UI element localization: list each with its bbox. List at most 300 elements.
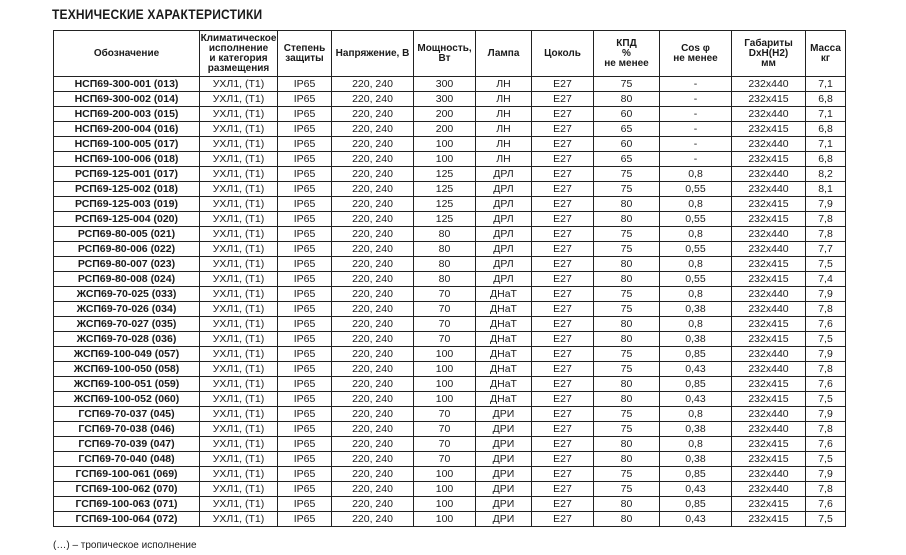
cell-power: 100 (414, 392, 476, 407)
cell-climate-category: УХЛ1, (Т1) (200, 257, 278, 272)
cell-mass: 7,8 (806, 227, 846, 242)
column-header-line: мм (761, 57, 776, 69)
column-header-efficiency (594, 31, 660, 77)
cell-designation: ГСП69-100-063 (071) (54, 497, 200, 512)
cell-protection-degree: IP65 (278, 407, 332, 422)
cell-socket: E27 (532, 227, 594, 242)
cell-cos-phi: 0,8 (660, 287, 732, 302)
cell-cos-phi: 0,43 (660, 392, 732, 407)
cell-dimensions: 232x440 (732, 347, 806, 362)
table-row (54, 92, 846, 107)
cell-designation: ГСП69-100-064 (072) (54, 512, 200, 527)
cell-climate-category: УХЛ1, (Т1) (200, 122, 278, 137)
cell-mass: 7,6 (806, 377, 846, 392)
cell-lamp: ДНаТ (476, 332, 532, 347)
cell-voltage: 220, 240 (332, 107, 414, 122)
cell-voltage: 220, 240 (332, 452, 414, 467)
cell-protection-degree: IP65 (278, 182, 332, 197)
cell-lamp: ЛН (476, 107, 532, 122)
column-header-line: Cos φ (681, 42, 710, 54)
cell-power: 70 (414, 407, 476, 422)
table-row (54, 482, 846, 497)
cell-dimensions: 232x415 (732, 497, 806, 512)
cell-dimensions: 232x440 (732, 167, 806, 182)
cell-power: 80 (414, 257, 476, 272)
cell-mass: 7,8 (806, 362, 846, 377)
cell-lamp: ДНаТ (476, 317, 532, 332)
cell-cos-phi: - (660, 107, 732, 122)
cell-power: 300 (414, 77, 476, 92)
cell-power: 70 (414, 437, 476, 452)
table-row (54, 77, 846, 92)
cell-protection-degree: IP65 (278, 347, 332, 362)
cell-designation: РСП69-125-001 (017) (54, 167, 200, 182)
cell-socket: E27 (532, 137, 594, 152)
cell-mass: 7,9 (806, 347, 846, 362)
column-header-line: не менее (673, 52, 718, 64)
cell-socket: E27 (532, 287, 594, 302)
cell-mass: 6,8 (806, 152, 846, 167)
column-header-voltage (332, 31, 414, 77)
cell-socket: E27 (532, 512, 594, 527)
cell-efficiency: 80 (594, 212, 660, 227)
cell-mass: 7,1 (806, 77, 846, 92)
cell-mass: 7,8 (806, 302, 846, 317)
cell-mass: 7,9 (806, 467, 846, 482)
cell-lamp: ЛН (476, 122, 532, 137)
cell-socket: E27 (532, 167, 594, 182)
cell-voltage: 220, 240 (332, 317, 414, 332)
cell-socket: E27 (532, 107, 594, 122)
cell-designation: РСП69-125-003 (019) (54, 197, 200, 212)
cell-cos-phi: - (660, 122, 732, 137)
cell-socket: E27 (532, 212, 594, 227)
cell-voltage: 220, 240 (332, 407, 414, 422)
cell-power: 100 (414, 377, 476, 392)
cell-voltage: 220, 240 (332, 197, 414, 212)
specs-table (53, 30, 846, 527)
cell-mass: 7,9 (806, 407, 846, 422)
cell-lamp: ДРИ (476, 407, 532, 422)
cell-lamp: ДНаТ (476, 302, 532, 317)
cell-dimensions: 232x415 (732, 92, 806, 107)
cell-power: 80 (414, 227, 476, 242)
cell-power: 100 (414, 362, 476, 377)
table-row (54, 287, 846, 302)
cell-designation: РСП69-80-008 (024) (54, 272, 200, 287)
cell-designation: ГСП69-100-061 (069) (54, 467, 200, 482)
column-header-line: Габариты (744, 37, 793, 49)
table-row (54, 422, 846, 437)
cell-designation: РСП69-80-007 (023) (54, 257, 200, 272)
column-header-designation (54, 31, 200, 77)
cell-power: 100 (414, 467, 476, 482)
cell-protection-degree: IP65 (278, 332, 332, 347)
cell-mass: 7,1 (806, 107, 846, 122)
cell-mass: 6,8 (806, 122, 846, 137)
cell-efficiency: 80 (594, 452, 660, 467)
column-header-line: Степень (283, 42, 326, 54)
cell-designation: ЖСП69-70-026 (034) (54, 302, 200, 317)
cell-power: 70 (414, 287, 476, 302)
cell-cos-phi: 0,85 (660, 497, 732, 512)
cell-cos-phi: 0,55 (660, 272, 732, 287)
cell-power: 100 (414, 497, 476, 512)
cell-protection-degree: IP65 (278, 167, 332, 182)
cell-socket: E27 (532, 467, 594, 482)
cell-power: 100 (414, 482, 476, 497)
cell-protection-degree: IP65 (278, 122, 332, 137)
cell-protection-degree: IP65 (278, 242, 332, 257)
cell-dimensions: 232x415 (732, 257, 806, 272)
cell-power: 80 (414, 242, 476, 257)
cell-climate-category: УХЛ1, (Т1) (200, 362, 278, 377)
cell-lamp: ЛН (476, 137, 532, 152)
cell-dimensions: 232x440 (732, 362, 806, 377)
cell-power: 200 (414, 122, 476, 137)
cell-designation: НСП69-200-004 (016) (54, 122, 200, 137)
cell-protection-degree: IP65 (278, 302, 332, 317)
cell-socket: E27 (532, 362, 594, 377)
cell-protection-degree: IP65 (278, 152, 332, 167)
cell-lamp: ДРЛ (476, 257, 532, 272)
cell-climate-category: УХЛ1, (Т1) (200, 422, 278, 437)
cell-protection-degree: IP65 (278, 497, 332, 512)
cell-socket: E27 (532, 497, 594, 512)
table-row (54, 377, 846, 392)
cell-voltage: 220, 240 (332, 377, 414, 392)
cell-lamp: ДРЛ (476, 242, 532, 257)
cell-climate-category: УХЛ1, (Т1) (200, 407, 278, 422)
cell-socket: E27 (532, 302, 594, 317)
cell-mass: 7,5 (806, 332, 846, 347)
cell-designation: ГСП69-70-037 (045) (54, 407, 200, 422)
cell-climate-category: УХЛ1, (Т1) (200, 347, 278, 362)
cell-voltage: 220, 240 (332, 422, 414, 437)
cell-power: 100 (414, 347, 476, 362)
cell-voltage: 220, 240 (332, 347, 414, 362)
cell-cos-phi: 0,85 (660, 467, 732, 482)
cell-voltage: 220, 240 (332, 257, 414, 272)
cell-socket: E27 (532, 422, 594, 437)
cell-efficiency: 80 (594, 272, 660, 287)
cell-protection-degree: IP65 (278, 197, 332, 212)
cell-efficiency: 75 (594, 407, 660, 422)
cell-dimensions: 232x415 (732, 317, 806, 332)
cell-climate-category: УХЛ1, (Т1) (200, 317, 278, 332)
cell-power: 80 (414, 272, 476, 287)
cell-cos-phi: - (660, 137, 732, 152)
cell-efficiency: 80 (594, 437, 660, 452)
cell-mass: 7,6 (806, 437, 846, 452)
cell-efficiency: 80 (594, 512, 660, 527)
cell-mass: 7,4 (806, 272, 846, 287)
cell-lamp: ДРИ (476, 452, 532, 467)
cell-designation: ЖСП69-70-025 (033) (54, 287, 200, 302)
cell-voltage: 220, 240 (332, 482, 414, 497)
table-body (54, 77, 846, 527)
table-row (54, 197, 846, 212)
cell-efficiency: 75 (594, 302, 660, 317)
column-header-line: % (622, 47, 631, 59)
table-row (54, 347, 846, 362)
cell-cos-phi: 0,8 (660, 167, 732, 182)
cell-voltage: 220, 240 (332, 77, 414, 92)
table-row (54, 452, 846, 467)
cell-voltage: 220, 240 (332, 122, 414, 137)
cell-power: 100 (414, 137, 476, 152)
cell-efficiency: 75 (594, 422, 660, 437)
column-header-line: Обозначение (93, 47, 160, 59)
cell-mass: 7,9 (806, 287, 846, 302)
cell-climate-category: УХЛ1, (Т1) (200, 497, 278, 512)
column-header-line: Лампа (487, 47, 520, 59)
cell-lamp: ДРЛ (476, 197, 532, 212)
cell-cos-phi: 0,38 (660, 452, 732, 467)
cell-socket: E27 (532, 197, 594, 212)
column-header-line: Цоколь (544, 47, 581, 59)
cell-climate-category: УХЛ1, (Т1) (200, 482, 278, 497)
footnote: (…) – тропическое исполнение (53, 540, 197, 551)
cell-protection-degree: IP65 (278, 77, 332, 92)
cell-voltage: 220, 240 (332, 242, 414, 257)
column-header-line: размещения (207, 62, 270, 74)
table-row (54, 227, 846, 242)
cell-cos-phi: 0,8 (660, 197, 732, 212)
table-row (54, 467, 846, 482)
cell-mass: 7,5 (806, 257, 846, 272)
cell-efficiency: 80 (594, 257, 660, 272)
cell-power: 100 (414, 152, 476, 167)
cell-efficiency: 65 (594, 122, 660, 137)
column-header-socket (532, 31, 594, 77)
cell-climate-category: УХЛ1, (Т1) (200, 182, 278, 197)
cell-designation: ЖСП69-100-052 (060) (54, 392, 200, 407)
column-header-dimensions (732, 31, 806, 77)
cell-dimensions: 232x440 (732, 482, 806, 497)
cell-climate-category: УХЛ1, (Т1) (200, 212, 278, 227)
cell-voltage: 220, 240 (332, 167, 414, 182)
cell-dimensions: 232x415 (732, 332, 806, 347)
cell-power: 125 (414, 197, 476, 212)
column-header-lamp (476, 31, 532, 77)
cell-climate-category: УХЛ1, (Т1) (200, 437, 278, 452)
cell-protection-degree: IP65 (278, 137, 332, 152)
cell-climate-category: УХЛ1, (Т1) (200, 107, 278, 122)
cell-socket: E27 (532, 452, 594, 467)
cell-climate-category: УХЛ1, (Т1) (200, 92, 278, 107)
cell-cos-phi: 0,43 (660, 482, 732, 497)
cell-lamp: ДНаТ (476, 377, 532, 392)
cell-mass: 6,8 (806, 92, 846, 107)
cell-socket: E27 (532, 377, 594, 392)
cell-designation: ЖСП69-70-028 (036) (54, 332, 200, 347)
cell-dimensions: 232x415 (732, 197, 806, 212)
cell-protection-degree: IP65 (278, 467, 332, 482)
table-row (54, 137, 846, 152)
cell-voltage: 220, 240 (332, 212, 414, 227)
cell-lamp: ДРИ (476, 437, 532, 452)
cell-socket: E27 (532, 122, 594, 137)
cell-efficiency: 75 (594, 362, 660, 377)
cell-voltage: 220, 240 (332, 182, 414, 197)
cell-efficiency: 75 (594, 167, 660, 182)
cell-cos-phi: 0,8 (660, 407, 732, 422)
cell-socket: E27 (532, 92, 594, 107)
cell-lamp: ДРЛ (476, 182, 532, 197)
cell-mass: 7,5 (806, 392, 846, 407)
cell-dimensions: 232x440 (732, 227, 806, 242)
cell-efficiency: 75 (594, 482, 660, 497)
cell-lamp: ДРИ (476, 512, 532, 527)
cell-climate-category: УХЛ1, (Т1) (200, 467, 278, 482)
table-row (54, 212, 846, 227)
cell-lamp: ЛН (476, 152, 532, 167)
cell-dimensions: 232x440 (732, 302, 806, 317)
cell-voltage: 220, 240 (332, 332, 414, 347)
cell-voltage: 220, 240 (332, 302, 414, 317)
cell-lamp: ДРЛ (476, 212, 532, 227)
cell-cos-phi: 0,43 (660, 362, 732, 377)
cell-voltage: 220, 240 (332, 512, 414, 527)
cell-protection-degree: IP65 (278, 287, 332, 302)
column-header-line: Климатическое (200, 32, 277, 44)
cell-designation: ГСП69-100-062 (070) (54, 482, 200, 497)
cell-cos-phi: 0,55 (660, 242, 732, 257)
cell-socket: E27 (532, 437, 594, 452)
cell-mass: 8,1 (806, 182, 846, 197)
cell-designation: ЖСП69-100-049 (057) (54, 347, 200, 362)
table-row (54, 407, 846, 422)
cell-socket: E27 (532, 407, 594, 422)
cell-protection-degree: IP65 (278, 422, 332, 437)
cell-efficiency: 60 (594, 137, 660, 152)
cell-power: 125 (414, 167, 476, 182)
cell-designation: ГСП69-70-040 (048) (54, 452, 200, 467)
cell-protection-degree: IP65 (278, 107, 332, 122)
cell-socket: E27 (532, 317, 594, 332)
cell-climate-category: УХЛ1, (Т1) (200, 137, 278, 152)
cell-climate-category: УХЛ1, (Т1) (200, 242, 278, 257)
cell-efficiency: 75 (594, 467, 660, 482)
cell-socket: E27 (532, 152, 594, 167)
cell-voltage: 220, 240 (332, 497, 414, 512)
cell-power: 300 (414, 92, 476, 107)
cell-cos-phi: 0,8 (660, 257, 732, 272)
cell-socket: E27 (532, 77, 594, 92)
column-header-line: Напряжение, В (335, 47, 410, 59)
cell-cos-phi: 0,8 (660, 227, 732, 242)
cell-protection-degree: IP65 (278, 227, 332, 242)
cell-designation: ЖСП69-100-050 (058) (54, 362, 200, 377)
cell-cos-phi: 0,85 (660, 347, 732, 362)
cell-designation: НСП69-300-002 (014) (54, 92, 200, 107)
table-row (54, 332, 846, 347)
table-row (54, 107, 846, 122)
cell-cos-phi: 0,8 (660, 437, 732, 452)
page-title: ТЕХНИЧЕСКИЕ ХАРАКТЕРИСТИКИ (52, 6, 263, 22)
cell-mass: 7,9 (806, 197, 846, 212)
cell-voltage: 220, 240 (332, 467, 414, 482)
cell-voltage: 220, 240 (332, 227, 414, 242)
cell-cos-phi: - (660, 77, 732, 92)
cell-mass: 7,7 (806, 242, 846, 257)
cell-climate-category: УХЛ1, (Т1) (200, 392, 278, 407)
cell-lamp: ДРИ (476, 422, 532, 437)
cell-voltage: 220, 240 (332, 287, 414, 302)
table-row (54, 182, 846, 197)
cell-protection-degree: IP65 (278, 512, 332, 527)
cell-protection-degree: IP65 (278, 317, 332, 332)
cell-climate-category: УХЛ1, (Т1) (200, 272, 278, 287)
cell-socket: E27 (532, 347, 594, 362)
cell-lamp: ДРЛ (476, 167, 532, 182)
table-row (54, 497, 846, 512)
cell-climate-category: УХЛ1, (Т1) (200, 287, 278, 302)
cell-dimensions: 232x415 (732, 452, 806, 467)
cell-protection-degree: IP65 (278, 482, 332, 497)
cell-climate-category: УХЛ1, (Т1) (200, 197, 278, 212)
cell-lamp: ЛН (476, 92, 532, 107)
cell-designation: РСП69-80-006 (022) (54, 242, 200, 257)
cell-mass: 7,1 (806, 137, 846, 152)
cell-designation: РСП69-125-002 (018) (54, 182, 200, 197)
cell-efficiency: 75 (594, 182, 660, 197)
column-header-line: DxH(H2) (748, 47, 789, 59)
cell-designation: РСП69-80-005 (021) (54, 227, 200, 242)
cell-lamp: ЛН (476, 77, 532, 92)
cell-dimensions: 232x440 (732, 77, 806, 92)
cell-lamp: ДНаТ (476, 392, 532, 407)
cell-cos-phi: 0,8 (660, 317, 732, 332)
cell-climate-category: УХЛ1, (Т1) (200, 77, 278, 92)
cell-protection-degree: IP65 (278, 92, 332, 107)
cell-efficiency: 80 (594, 392, 660, 407)
cell-designation: НСП69-300-001 (013) (54, 77, 200, 92)
cell-voltage: 220, 240 (332, 272, 414, 287)
cell-efficiency: 75 (594, 347, 660, 362)
table-row (54, 122, 846, 137)
table-row (54, 317, 846, 332)
cell-lamp: ДНаТ (476, 287, 532, 302)
cell-socket: E27 (532, 182, 594, 197)
table-row (54, 167, 846, 182)
cell-designation: ЖСП69-100-051 (059) (54, 377, 200, 392)
cell-efficiency: 80 (594, 317, 660, 332)
cell-lamp: ДРЛ (476, 272, 532, 287)
cell-cos-phi: 0,43 (660, 512, 732, 527)
cell-voltage: 220, 240 (332, 92, 414, 107)
cell-dimensions: 232x440 (732, 137, 806, 152)
cell-protection-degree: IP65 (278, 377, 332, 392)
cell-climate-category: УХЛ1, (Т1) (200, 167, 278, 182)
column-header-line: не менее (604, 57, 649, 69)
cell-climate-category: УХЛ1, (Т1) (200, 332, 278, 347)
cell-lamp: ДНаТ (476, 362, 532, 377)
cell-dimensions: 232x415 (732, 212, 806, 227)
table-row (54, 392, 846, 407)
cell-dimensions: 232x415 (732, 377, 806, 392)
cell-cos-phi: 0,38 (660, 332, 732, 347)
table-row (54, 302, 846, 317)
cell-cos-phi: - (660, 92, 732, 107)
table-row (54, 257, 846, 272)
column-header-line: защиты (285, 52, 324, 64)
cell-dimensions: 232x440 (732, 422, 806, 437)
column-header-line: исполнение (208, 42, 269, 54)
cell-power: 200 (414, 107, 476, 122)
cell-socket: E27 (532, 332, 594, 347)
